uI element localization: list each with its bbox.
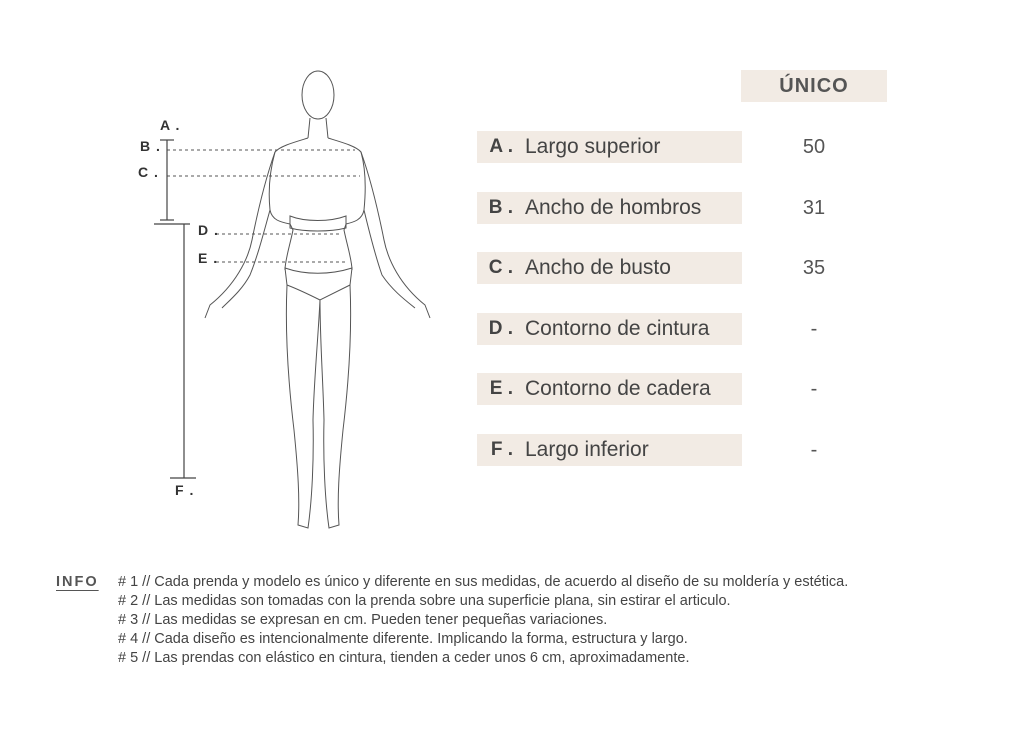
- row-value-a: 50: [802, 135, 826, 158]
- marker-d: D .: [198, 222, 219, 238]
- row-label-e: [477, 373, 742, 405]
- marker-b: B .: [140, 138, 161, 154]
- row-label-c: [477, 252, 742, 284]
- info-note-5: # 5 // Las prendas con elástico en cintura, tienden a ceder unos 6 cm, aproximadamente.: [118, 650, 690, 666]
- row-letter: E .: [489, 378, 513, 399]
- row-label-a: [477, 131, 742, 163]
- row-name: Largo inferior: [525, 438, 649, 461]
- marker-e: E .: [198, 250, 219, 266]
- info-note-2: # 2 // Las medidas son tomadas con la prenda sobre una superficie plana, sin estirar el articulo.: [118, 593, 731, 609]
- row-value-c: 35: [802, 256, 826, 279]
- marker-c: C .: [138, 164, 159, 180]
- row-value-d: -: [810, 317, 818, 340]
- row-label-d: [477, 313, 742, 345]
- info-note-3: # 3 // Las medidas se expresan en cm. Pueden tener pequeñas variaciones.: [118, 612, 608, 628]
- row-letter: D .: [488, 318, 513, 339]
- row-value-b: 31: [802, 196, 826, 219]
- row-name: Ancho de busto: [525, 256, 671, 279]
- row-label-f: [477, 434, 742, 466]
- size-column-header: ÚNICO: [741, 70, 887, 102]
- row-letter: A .: [489, 136, 513, 157]
- row-letter: F .: [490, 439, 513, 460]
- marker-a: A .: [160, 117, 181, 133]
- info-label: INFO: [56, 574, 99, 590]
- row-name: Contorno de cadera: [525, 377, 711, 400]
- body-measurement-figure: [130, 60, 460, 540]
- row-letter: C .: [488, 257, 513, 278]
- row-value-e: -: [810, 377, 818, 400]
- row-value-f: -: [810, 438, 818, 461]
- row-name: Contorno de cintura: [525, 317, 710, 340]
- row-letter: B .: [488, 197, 513, 218]
- row-name: Ancho de hombros: [525, 196, 702, 219]
- row-name: Largo superior: [525, 135, 661, 158]
- info-note-1: # 1 // Cada prenda y modelo es único y diferente en sus medidas, de acuerdo al diseño de su moldería y estética.: [118, 574, 849, 590]
- info-notes: [118, 573, 848, 668]
- marker-f: F .: [175, 482, 195, 498]
- row-label-b: [477, 192, 742, 224]
- info-note-4: # 4 // Cada diseño es intencionalmente diferente. Implicando la forma, estructura y largo.: [118, 631, 688, 647]
